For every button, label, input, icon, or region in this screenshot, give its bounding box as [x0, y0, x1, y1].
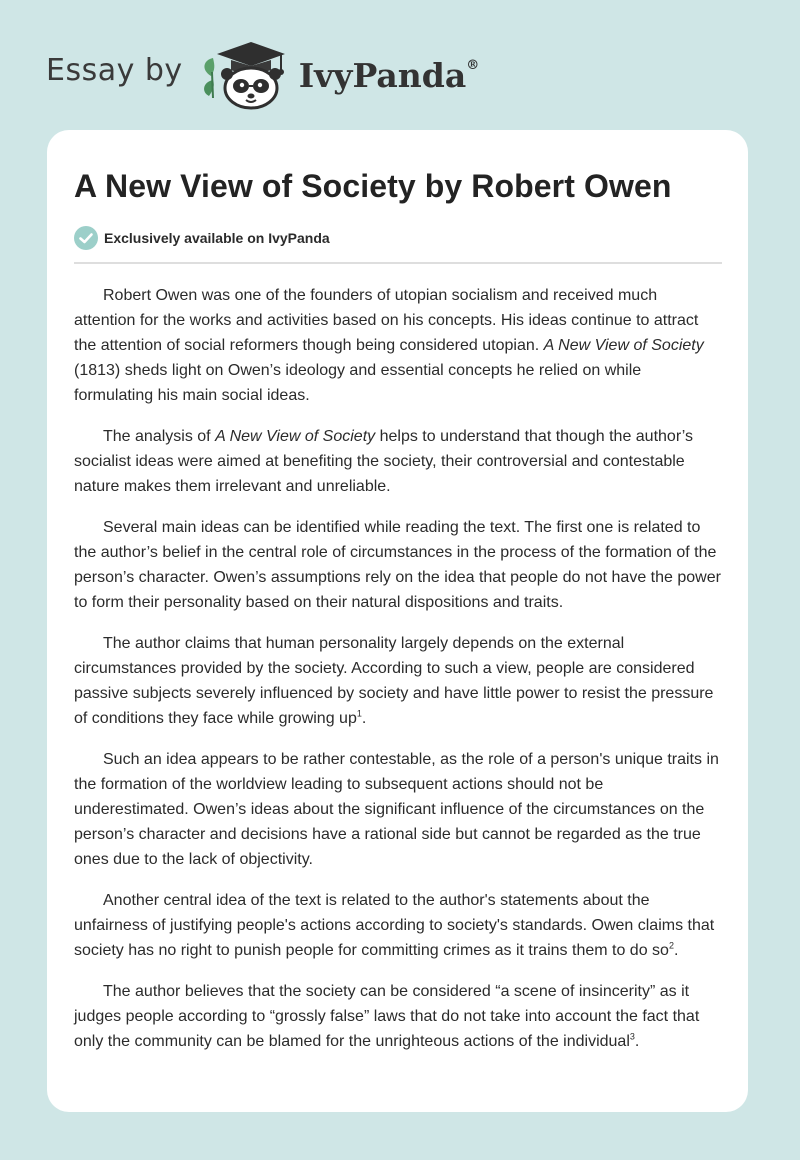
paragraph-text: The analysis of [103, 428, 216, 445]
book-title-ref: A New View of Society [215, 428, 376, 445]
paragraph-text: The author claims that human personality largely depends on the external circumstances provided by the society. According to such a view, people are considered passive subjects severely influenced by society and have little power to resist the pressure of conditions they face while growing up [74, 635, 714, 727]
paragraph-text: Such an idea appears to be rather contestable, as the role of a person's unique traits in the formation of the worldview leading to subsequent actions should not be underestimated. Owen’s ideas about the significant influence of the circumstances on the person’s character and decisions have a rational side but cannot be regarded as the true ones due to the lack of objectivity. [74, 751, 719, 868]
paragraph-text: Several main ideas can be identified while reading the text. The first one is related to the author’s belief in the central role of circumstances in the process of the formation of the person’s character. Owen’s assumptions rely on the idea that people do not have the power to form their personality based on their natural dispositions and traits. [74, 519, 721, 611]
paragraph-text: . [634, 1033, 640, 1050]
exclusive-badge [74, 226, 722, 250]
title-divider [74, 262, 722, 264]
footnote-ref: 3 [629, 1031, 635, 1042]
site-header [46, 36, 479, 110]
book-title-ref: A New View of Society [543, 337, 704, 354]
essay-paragraph [74, 631, 722, 731]
footnote-ref: 1 [356, 708, 362, 719]
paragraph-text: Robert Owen was one of the founders of utopian socialism and received much attention for the works and activities based on his concepts. His ideas continue to attract the attention of social reformers though being considered utopian. [74, 287, 699, 354]
brand-name-text: IvyPanda [298, 55, 467, 95]
paragraph-text: The author believes that the society can be considered “a scene of insincerity” as it judges people according to “grossly false” laws that do not take into account the fact that only the community can be blamed for the unrighteous actions of the individual [74, 983, 700, 1050]
essay-paragraph [74, 515, 722, 615]
registered-mark: ® [466, 57, 480, 73]
brand-prefix: Essay by [46, 52, 183, 88]
essay-body [74, 283, 722, 1054]
essay-card [47, 130, 748, 1112]
paragraph-text: helps to understand that though the author’s socialist ideas were aimed at benefiting the society, their controversial and contestable nature makes them irrelevant and unreliable. [74, 428, 694, 495]
brand-name [299, 56, 480, 95]
paragraph-text: (1813) sheds light on Owen’s ideology and essential concepts he relied on while formulating his main social ideas. [74, 362, 642, 404]
panda-graduate-icon [197, 36, 293, 110]
essay-title: A New View of Society by Robert Owen [74, 168, 672, 204]
checkmark-icon [74, 226, 98, 250]
exclusive-badge-label: Exclusively available on IvyPanda [104, 230, 330, 246]
paragraph-text: . [361, 710, 367, 727]
essay-paragraph [74, 747, 722, 872]
essay-paragraph [74, 979, 722, 1054]
paragraph-text: . [673, 942, 679, 959]
paragraph-text: Another central idea of the text is related to the author's statements about the unfairness of justifying people's actions according to society's standards. Owen claims that society has no right to punish people for committing crimes as it trains them to do so [74, 892, 715, 959]
footnote-ref: 2 [668, 940, 674, 951]
essay-paragraph [74, 888, 722, 963]
essay-paragraph [74, 283, 722, 408]
essay-paragraph [74, 424, 722, 499]
